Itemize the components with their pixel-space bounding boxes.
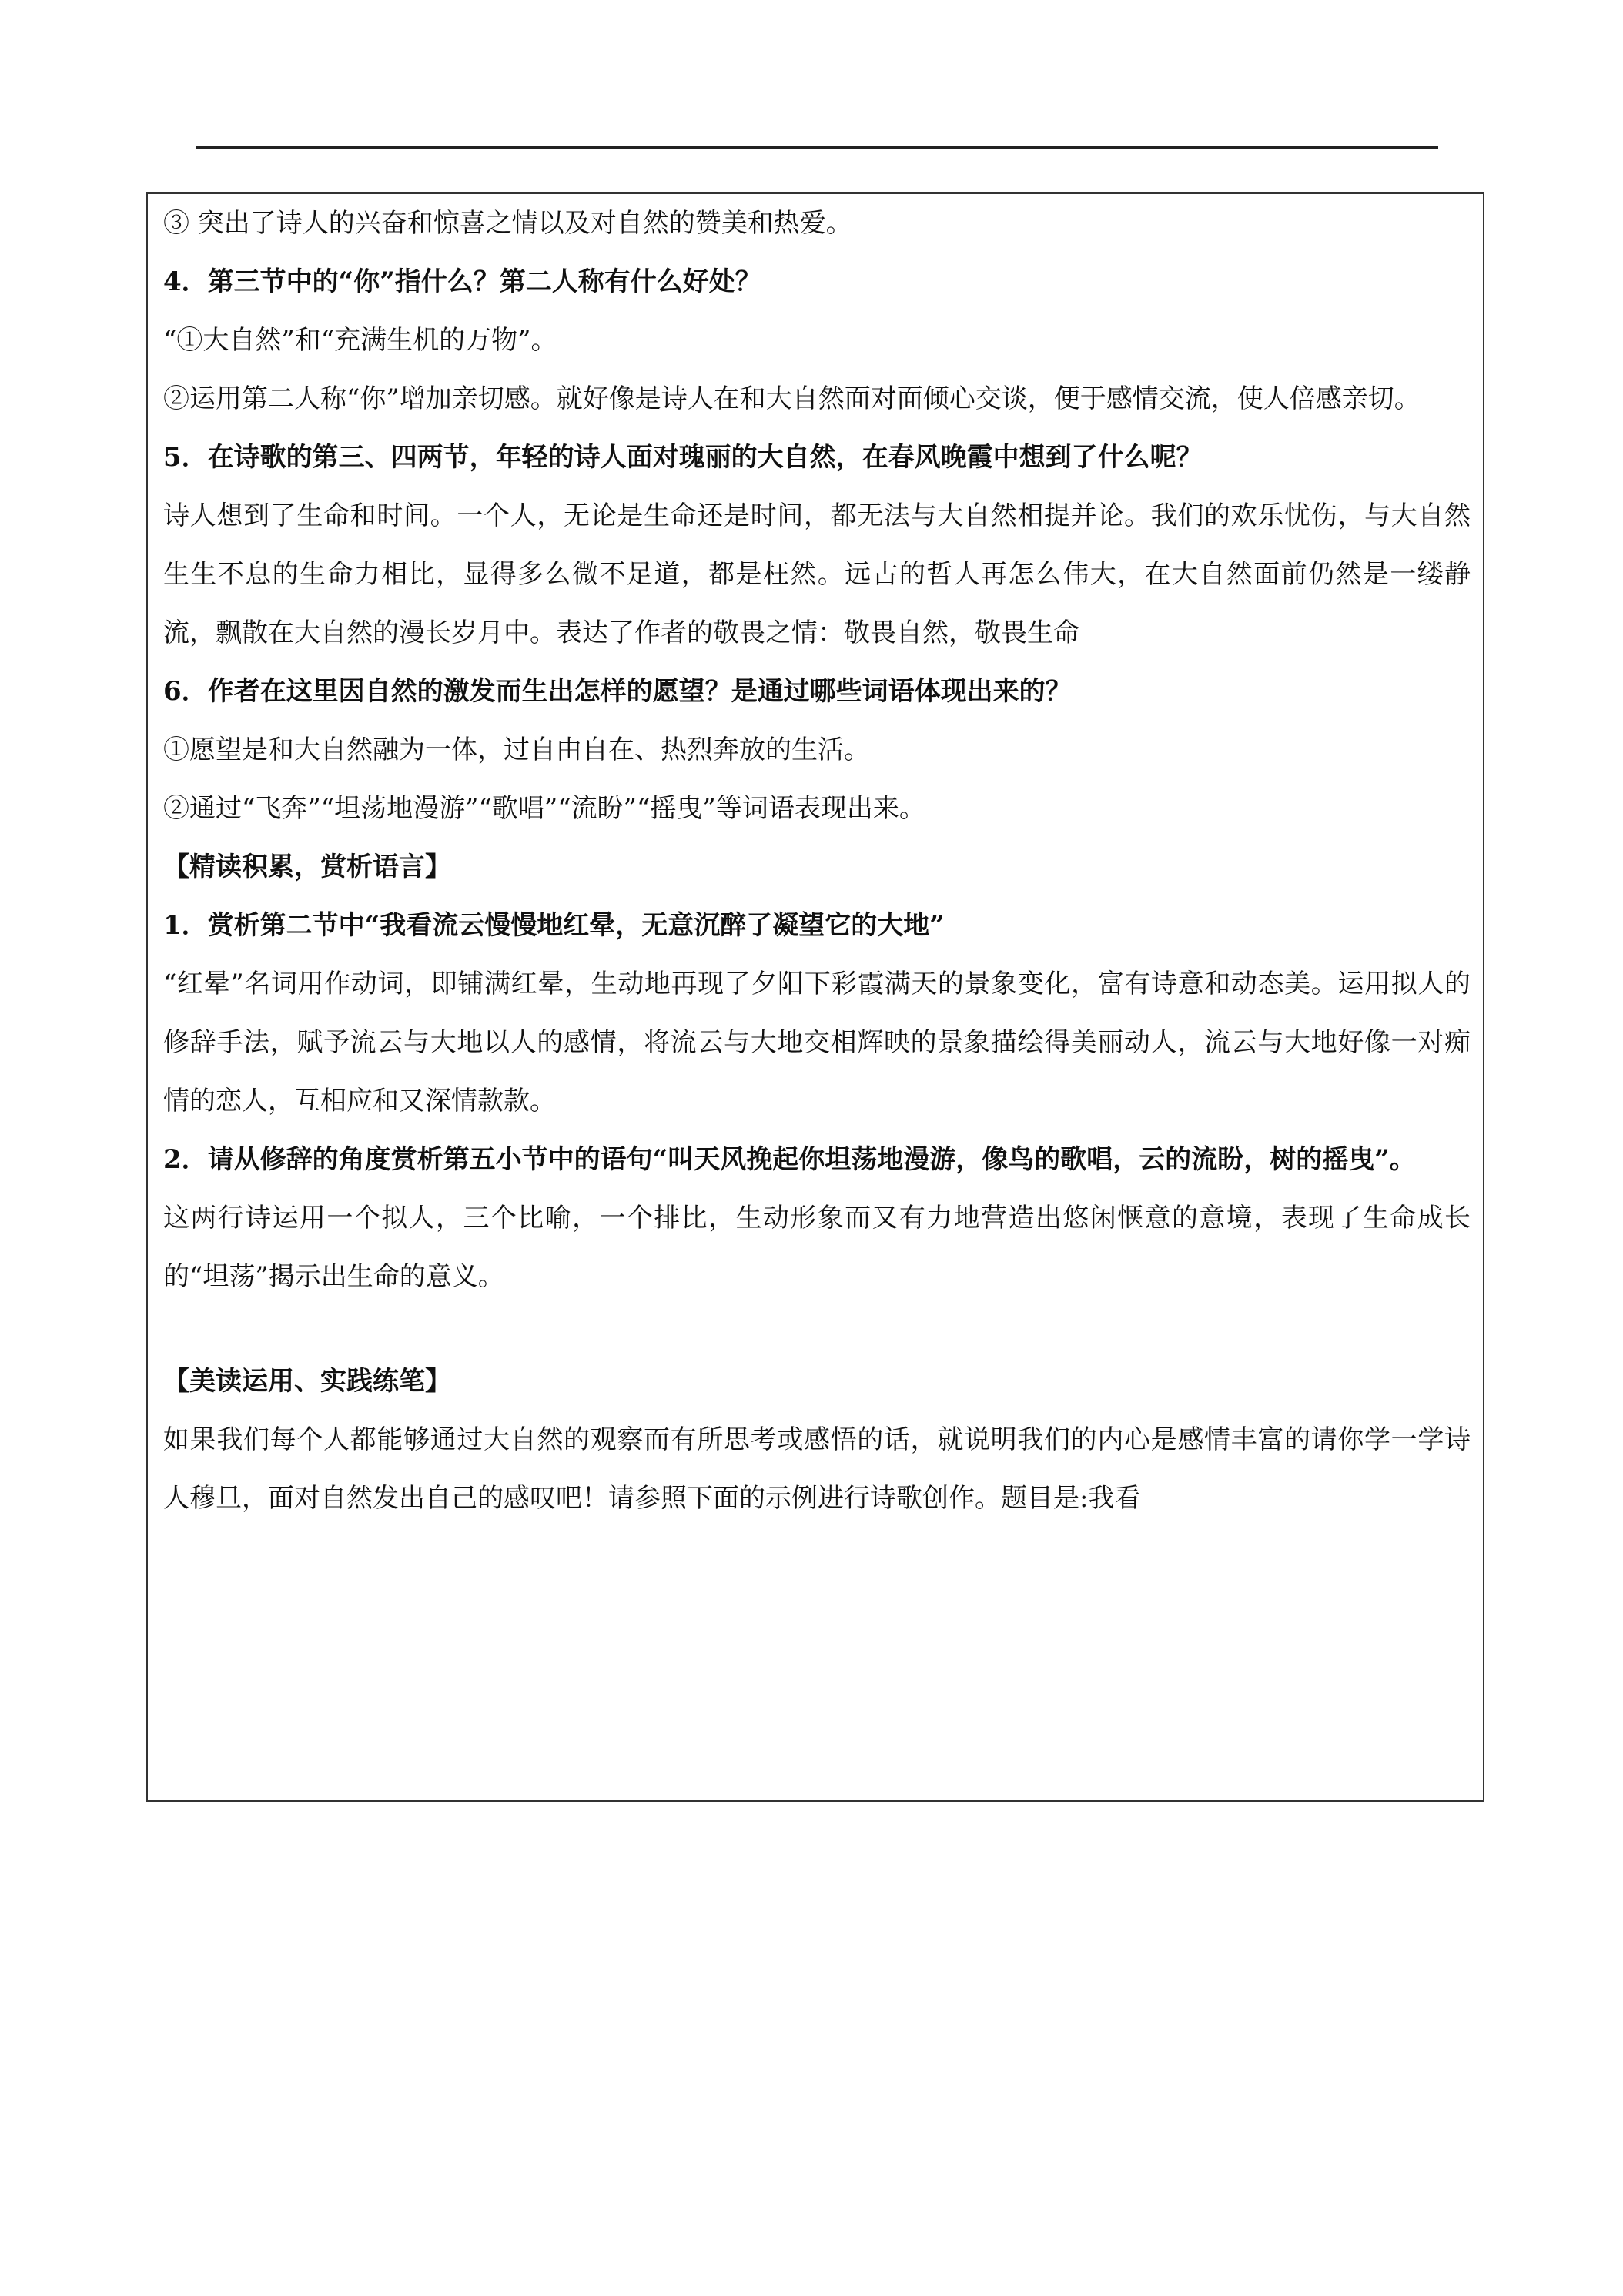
answer-6-part-2: ②通过“飞奔”“坦荡地漫游”“歌唱”“流盼”“摇曳”等词语表现出来。 bbox=[163, 793, 925, 824]
section-heading-practice: 【美读运用、实践练笔】 bbox=[163, 1366, 451, 1397]
answer-6-part-1: ①愿望是和大自然融为一体，过自由自在、热烈奔放的生活。 bbox=[163, 735, 870, 765]
answer-4-part-2: ②运用第二人称“你”增加亲切感。就好像是诗人在和大自然面对面倾心交谈，便于感情交流，使人倍感亲切。 bbox=[163, 383, 1421, 414]
content-body bbox=[163, 206, 1471, 1540]
close-reading-question-1: 1．赏析第二节中“我看流云慢慢地红晕，无意沉醉了凝望它的大地” bbox=[163, 910, 945, 941]
answer-3-line: ③ 突出了诗人的兴奋和惊喜之情以及对自然的赞美和热爱。 bbox=[163, 208, 852, 239]
practice-instructions: 如果我们每个人都能够通过大自然的观察而有所思考或感悟的话，就说明我们的内心是感情丰富的请你学一学诗人穆旦，面对自然发出自己的感叹吧！请参照下面的示例进行诗歌创作。题目是:我看 bbox=[163, 1424, 1471, 1514]
answer-4-part-1: “①大自然”和“充满生机的万物”。 bbox=[163, 325, 557, 356]
content-box bbox=[146, 192, 1484, 1802]
close-reading-answer-2: 这两行诗运用一个拟人，三个比喻，一个排比，生动形象而又有力地营造出悠闲惬意的意境，表现了生命成长的“坦荡”揭示出生命的意义。 bbox=[163, 1203, 1471, 1292]
answer-5-paragraph: 诗人想到了生命和时间。一个人，无论是生命还是时间，都无法与大自然相提并论。我们的欢乐忧伤，与大自然生生不息的生命力相比，显得多么微不足道，都是枉然。远古的哲人再怎么伟大，在大自然面前仍然是一缕静流，飘散在大自然的漫长岁月中。表达了作者的敬畏之情：敬畏自然，敬畏生命 bbox=[163, 500, 1471, 648]
question-4-heading: 4．第三节中的“你”指什么？第二人称有什么好处？ bbox=[163, 266, 761, 297]
question-6-heading: 6．作者在这里因自然的激发而生出怎样的愿望？是通过哪些词语体现出来的？ bbox=[163, 676, 1072, 707]
close-reading-answer-1: “红晕”名词用作动词，即铺满红晕，生动地再现了夕阳下彩霞满天的景象变化，富有诗意和动态美。运用拟人的修辞手法，赋予流云与大地以人的感情，将流云与大地交相辉映的景象描绘得美丽动人，流云与大地好像一对痴情的恋人，互相应和又深情款款。 bbox=[163, 969, 1471, 1116]
section-heading-close-reading: 【精读积累，赏析语言】 bbox=[163, 852, 451, 882]
question-5-heading: 5．在诗歌的第三、四两节，年轻的诗人面对瑰丽的大自然，在春风晚霞中想到了什么呢？ bbox=[163, 442, 1203, 473]
section-spacer bbox=[163, 1318, 1471, 1364]
close-reading-question-2: 2．请从修辞的角度赏析第五小节中的语句“叫天风挽起你坦荡地漫游，像鸟的歌唱，云的流盼，树的摇曳”。 bbox=[163, 1144, 1416, 1175]
header-rule bbox=[196, 146, 1438, 149]
